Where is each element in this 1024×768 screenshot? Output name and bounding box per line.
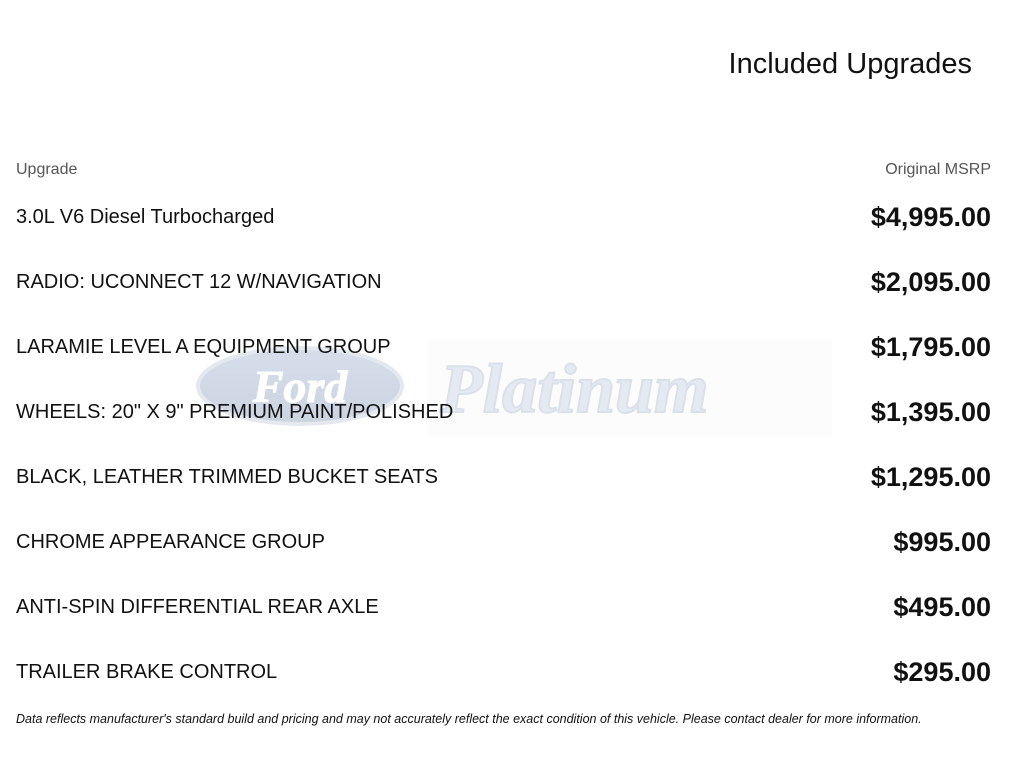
upgrade-name: LARAMIE LEVEL A EQUIPMENT GROUP	[16, 336, 391, 358]
disclaimer-text: Data reflects manufacturer's standard build and pricing and may not accurately reflect the exact condition of this vehicle. Please contact dealer for more information.	[16, 712, 922, 726]
table-row	[16, 575, 991, 640]
upgrade-price: $295.00	[893, 657, 991, 687]
table-row	[16, 250, 991, 315]
upgrades-table	[16, 185, 991, 705]
table-row	[16, 315, 991, 380]
upgrade-price: $2,095.00	[870, 267, 991, 297]
table-row	[16, 380, 991, 445]
table-row	[16, 445, 991, 510]
upgrade-name: TRAILER BRAKE CONTROL	[16, 661, 278, 683]
platinum-script-text: Platinum	[440, 351, 709, 428]
page-title: Included Upgrades	[728, 48, 972, 80]
table-row	[16, 640, 991, 705]
upgrade-price: $495.00	[893, 592, 991, 622]
table-header	[16, 161, 991, 179]
upgrade-price: $1,795.00	[870, 332, 991, 362]
upgrade-price: $1,395.00	[870, 397, 991, 427]
table-row	[16, 510, 991, 575]
upgrade-price: $1,295.00	[870, 462, 991, 492]
msrp-column-header: Original MSRP	[885, 161, 991, 178]
upgrade-price: $4,995.00	[870, 202, 991, 232]
upgrade-name: ANTI-SPIN DIFFERENTIAL REAR AXLE	[16, 596, 379, 618]
upgrade-price: $995.00	[893, 527, 991, 557]
upgrade-name: RADIO: UCONNECT 12 W/NAVIGATION	[16, 271, 382, 293]
upgrade-name: 3.0L V6 Diesel Turbocharged	[16, 206, 275, 228]
ford-script-text: Ford	[252, 361, 348, 412]
table-row	[16, 185, 991, 250]
upgrade-name: CHROME APPEARANCE GROUP	[16, 531, 325, 553]
upgrade-column-header: Upgrade	[16, 161, 78, 178]
upgrade-name: WHEELS: 20" X 9" PREMIUM PAINT/POLISHED	[16, 401, 454, 423]
upgrade-name: BLACK, LEATHER TRIMMED BUCKET SEATS	[16, 466, 438, 488]
